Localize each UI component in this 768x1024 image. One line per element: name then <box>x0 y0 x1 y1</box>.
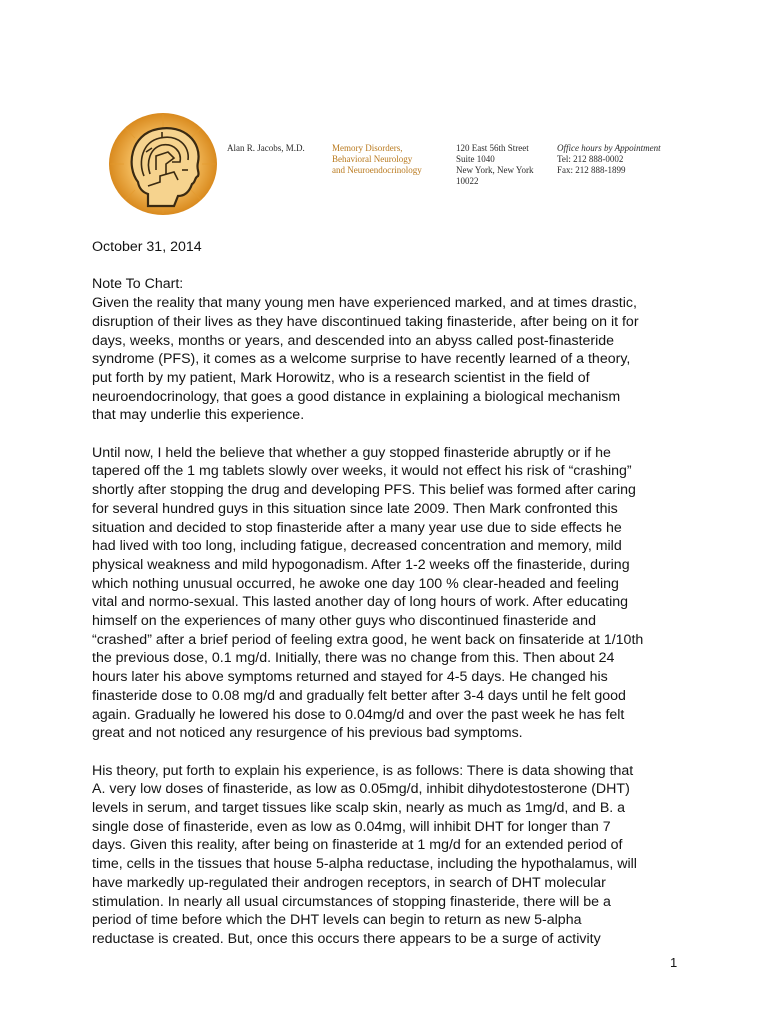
letterhead <box>0 0 768 200</box>
office-address: 120 East 56th Street Suite 1040 New York, New York 10022 <box>456 143 534 186</box>
paragraph-1: Given the reality that many young men have experienced marked, and at times drastic, disruption of their lives as they have discontinued taking finasteride, after being on it for days, weeks, months or years, and descended into an abyss called post-finasteride syndrome (PFS), it comes as a welcome surprise to have recently learned of a theory, put forth by my patient, Mark Horowitz, who is a research scientist in the field of neuroendocrinology, that goes a good distance in explaining a biological mechanism that may underlie this experience. <box>92 295 639 424</box>
letter-body <box>92 238 692 967</box>
physician-name: Alan R. Jacobs, M.D. <box>227 143 305 153</box>
office-hours-contact: Office hours by Appointment Tel: 212 888-0002 Fax: 212 888-1899 <box>557 143 661 175</box>
letter-date: October 31, 2014 <box>92 239 202 255</box>
letter-heading: Note To Chart: <box>92 276 184 293</box>
paragraph-3: His theory, put forth to explain his experience, is as follows: There is data showing that A. very low doses of finasteride, as low as 0.05mg/d, inhibit dihydotestosterone (DHT) levels in serum, and target tissues like scalp skin, nearly as much as 1mg/d, and B. a single dose of finasteride, even as low as 0.04mg, will inhibit DHT for longer than 7 days. Given this reality, after being on finasteride at 1 mg/d for an extended period of time, cells in the tissues that house 5-alpha reductase, including the hypothalamus, will have markedly up-regulated their androgen receptors, in search of DHT molecular stimulation. In nearly all usual circumstances of stopping finasteride, there will be a period of time before which the DHT levels can begin to return as new 5-alpha reductase is created. But, once this occurs there appears to be a surge of activity <box>92 762 637 947</box>
page-number: 1 <box>670 955 678 970</box>
brain-maze-logo <box>108 112 218 216</box>
paragraph-2: Until now, I held the believe that whether a guy stopped finasteride abruptly or if he tapered off the 1 mg tablets slowly over weeks, it would not effect his risk of “crashing” shortly after stopping the drug and developing PFS. This belief was formed after caring for several hundred guys in this situation since late 2009. Then Mark confronted this situation and decided to stop finasteride after a many year use due to side effects he had lived with too long, including fatigue, decreased concentration and memory, mild physical weakness and mild hypogonadism. After 1-2 weeks off the finasteride, during which nothing unusual occurred, he awoke one day 100 % clear-headed and feeling vital and normo-sexual. This lasted another day of long hours of work. After educating himself on the experiences of many other guys who discontinued finasteride and “crashed” after a brief period of feeling extra good, he went back on finsateride at 1/10th the previous dose, 0.1 mg/d. Initially, there was no change from this. Then about 24 hours later his above symptoms returned and stayed for 4-5 days. He changed his finasteride dose to 0.08 mg/d and gradually felt better after 3-4 days until he felt good again. Gradually he lowered his dose to 0.04mg/d and over the past week he has felt great and not noticed any resurgence of his previous bad symptoms. <box>92 444 644 742</box>
specialty: Memory Disorders, Behavioral Neurology and Neuroendocrinology <box>332 143 422 175</box>
